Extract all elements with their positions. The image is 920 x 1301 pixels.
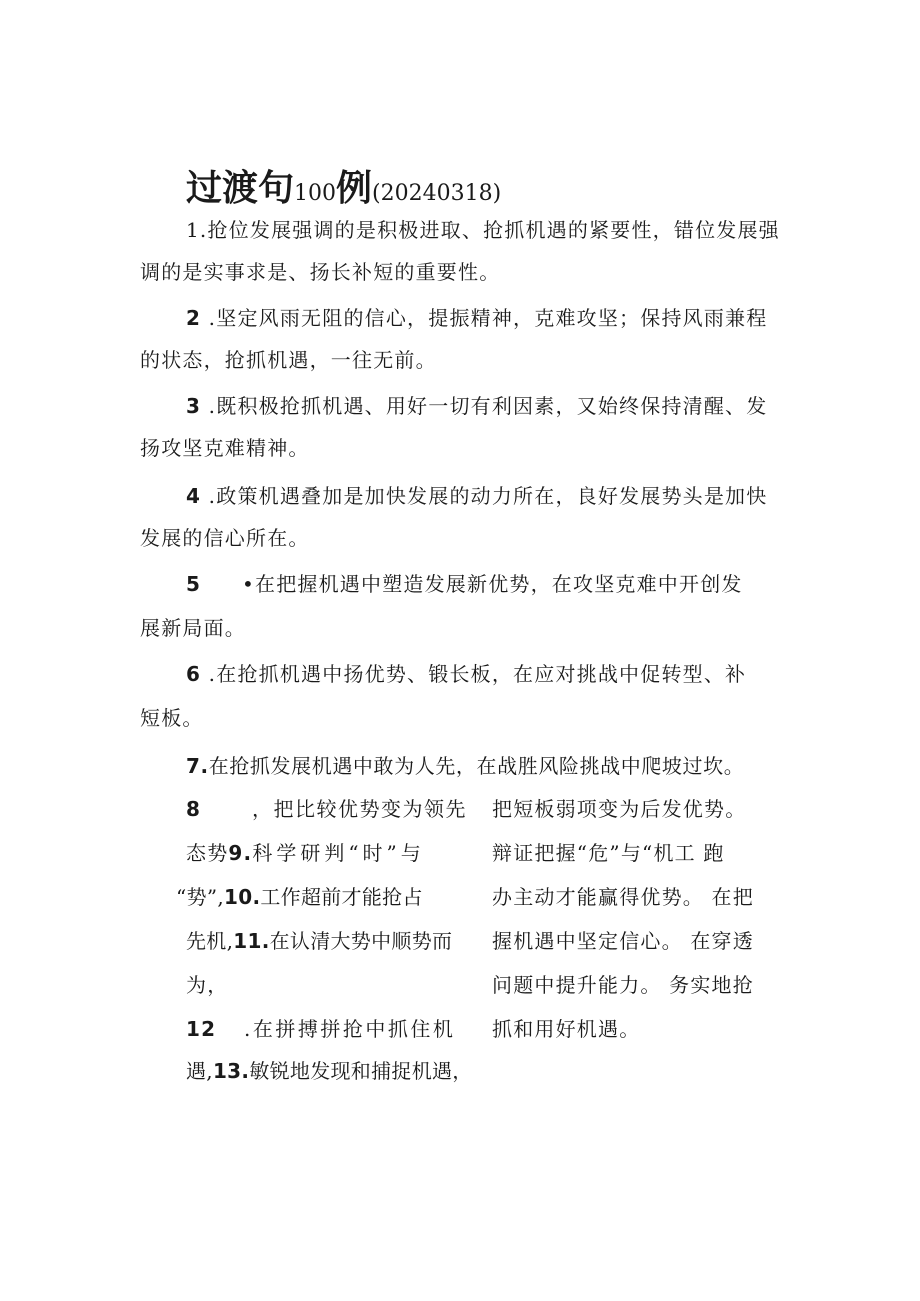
left-col-row-3-text: “势”,	[176, 885, 225, 909]
left-col-row-3	[176, 883, 423, 911]
item-3-number: 3	[186, 394, 202, 418]
item-13-number: 13.	[212, 1059, 250, 1083]
item-7-text: 在抢抓发展机遇中敢为人先，在战胜风险挑战中爬坡过坎。	[208, 754, 745, 778]
item-9-number: 9.	[228, 841, 253, 865]
item-8-number: 8	[186, 797, 202, 821]
item-4-number: 4	[186, 484, 202, 508]
right-col-row-5: 问题中提升能力。 务实地抢	[492, 973, 754, 997]
item-2-number: 2	[186, 306, 202, 330]
right-col-row-3: 办主动才能赢得优势。 在把	[492, 885, 754, 909]
item-6-line-1	[186, 660, 746, 688]
right-col-row-6: 抓和用好机遇。	[492, 1017, 641, 1041]
left-col-row-2-text: 态势	[186, 841, 229, 865]
item-6-number: 6	[186, 662, 202, 686]
item-3-text: .既积极抢抓机遇、用好一切有利因素，又始终保持清醒、发	[201, 394, 768, 418]
item-2-text: .坚定风雨无阻的信心，提振精神，克难攻坚；保持风雨兼程	[201, 306, 768, 330]
item-3-line-1	[186, 392, 767, 420]
item-11-text: 在认清大势中顺势而	[269, 929, 453, 953]
item-4-line-1	[186, 482, 767, 510]
left-col-row-4-text: 先机,	[186, 929, 234, 953]
item-11-number: 11.	[233, 929, 270, 953]
right-col-row-2: 辩证把握“危”与“机工 跑	[492, 841, 725, 865]
item-7-line	[186, 752, 744, 780]
item-1-line-1: 1.抢位发展强调的是积极进取、抢抓机遇的紧要性，错位发展强	[186, 218, 780, 242]
item-5-line-2: 展新局面。	[140, 616, 246, 640]
title-date: (20240318)	[372, 181, 502, 206]
item-5-number-line	[186, 570, 201, 598]
document-title	[186, 160, 501, 211]
item-1-line-2: 调的是实事求是、扬长补短的重要性。	[140, 260, 501, 284]
left-col-row-7	[186, 1057, 473, 1085]
title-suffix: 例	[336, 168, 373, 209]
item-4-text: .政策机遇叠加是加快发展的动力所在，良好发展势头是加快	[201, 484, 768, 508]
item-10-text: 工作超前才能抢占	[260, 885, 423, 909]
left-col-row-1-number	[186, 795, 201, 823]
item-10-number: 10.	[224, 885, 261, 909]
item-12-number: 12	[186, 1017, 217, 1041]
left-col-row-1: ，把比较优势变为领先	[252, 797, 467, 821]
item-6-text: .在抢抓机遇中扬优势、锻长板，在应对挑战中促转型、补	[201, 662, 747, 686]
item-3-line-2: 扬攻坚克难精神。	[140, 436, 310, 460]
item-13-text: 敏锐地发现和捕捉机遇，	[249, 1059, 473, 1083]
left-col-row-4	[186, 927, 452, 955]
left-col-row-2	[186, 839, 425, 867]
left-col-row-6-number	[186, 1015, 216, 1043]
title-number: 100	[294, 181, 337, 206]
right-col-row-4: 握机遇中坚定信心。 在穿透	[492, 929, 754, 953]
item-2-line-2: 的状态，抢抓机遇，一往无前。	[140, 348, 437, 372]
item-5-number: 5	[186, 572, 202, 596]
left-col-row-6: .在拼搏拼抢中抓住机	[244, 1017, 456, 1041]
left-col-row-5: 为，	[186, 973, 229, 997]
item-5-line-1: •在把握机遇中塑造发展新优势，在攻坚克难中开创发	[242, 572, 743, 596]
right-col-row-1: 把短板弱项变为后发优势。	[492, 797, 747, 821]
title-main: 过渡句	[186, 168, 295, 209]
item-7-number: 7.	[186, 754, 209, 778]
left-col-row-7-text: 遇,	[186, 1059, 213, 1083]
item-4-line-2: 发展的信心所在。	[140, 526, 310, 550]
item-9-text: 科学研判“时”与	[252, 841, 425, 865]
item-6-line-2: 短板。	[140, 706, 204, 730]
item-2-line-1	[186, 304, 767, 332]
